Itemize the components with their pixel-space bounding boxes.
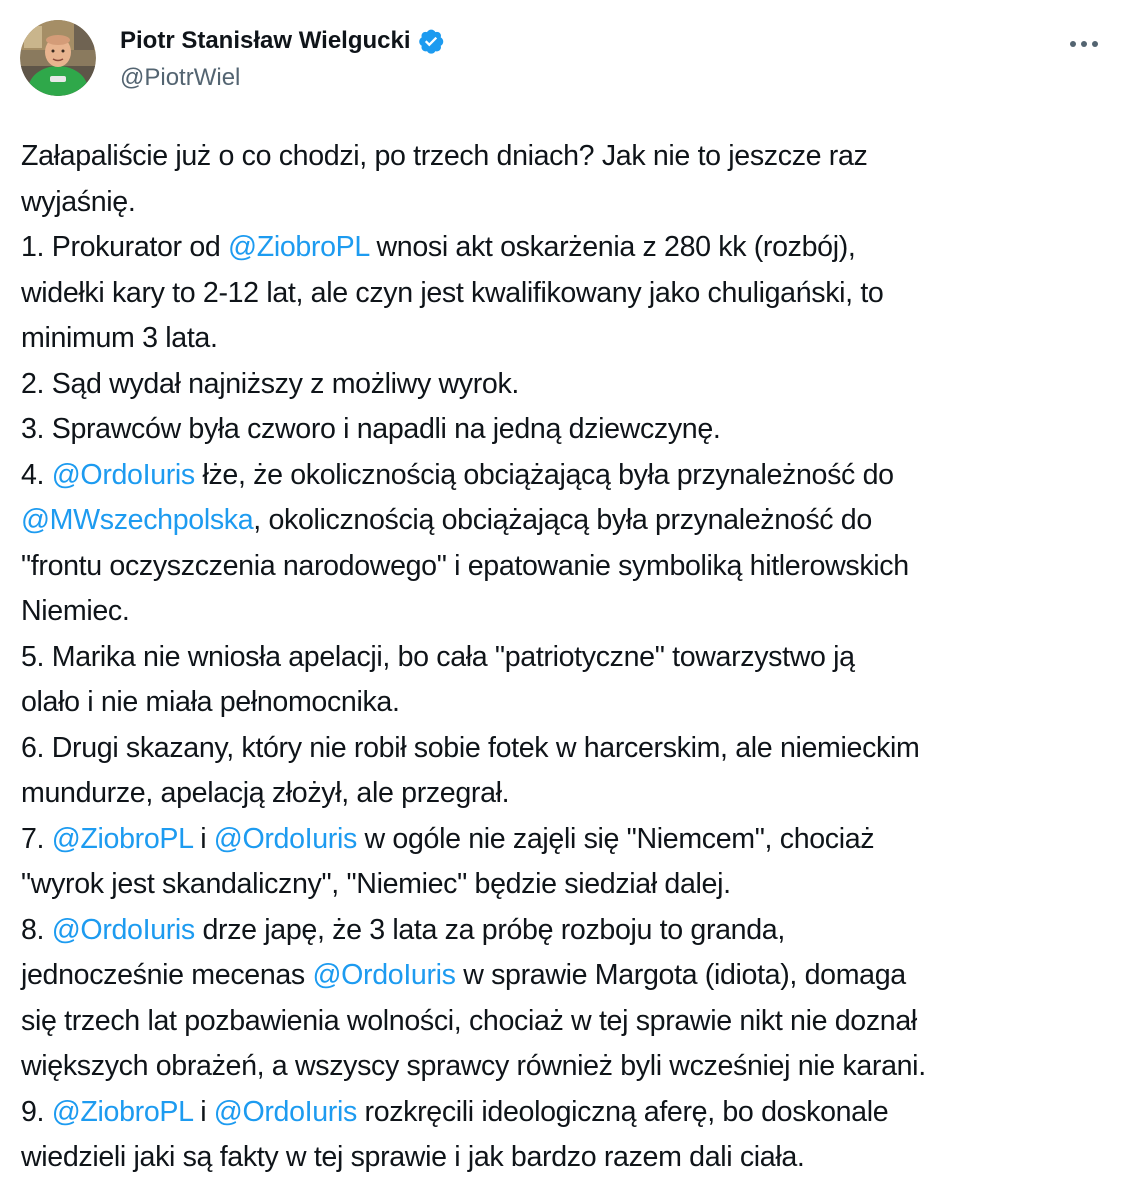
tweet-line <box>21 498 1111 544</box>
tweet-line <box>21 680 1111 726</box>
tweet-line <box>21 544 1111 590</box>
tweet-line <box>21 180 1111 226</box>
tweet-text-segment: 3. Sprawców była czworo i napadli na jedną dziewczynę. <box>21 413 721 445</box>
tweet-line <box>21 589 1111 635</box>
tweet-line <box>21 726 1111 772</box>
user-handle[interactable]: @PiotrWiel <box>120 64 241 91</box>
tweet-header <box>0 0 1122 110</box>
mention-link-mwszechpolska[interactable]: @MWszechpolska <box>21 504 254 536</box>
tweet-text-segment: olało i nie miała pełnomocnika. <box>21 686 400 718</box>
tweet-line <box>21 862 1111 908</box>
tweet-text-segment: "wyrok jest skandaliczny", "Niemiec" będzie siedział dalej. <box>21 868 731 900</box>
tweet-text-segment: 9. <box>21 1095 52 1128</box>
tweet-line <box>21 635 1111 681</box>
tweet-text-segment: wiedzieli jaki są fakty w tej sprawie i jak bardzo razem dali ciała. <box>21 1141 805 1173</box>
tweet-text-segment: w sprawie Margota (idiota), domaga <box>455 959 906 991</box>
tweet-text-segment: wyjaśnię. <box>21 185 136 218</box>
avatar[interactable] <box>20 20 96 96</box>
tweet-line <box>21 1135 1111 1181</box>
tweet-line <box>21 316 1111 362</box>
verified-badge-icon <box>417 27 445 55</box>
mention-link-ordoiuris[interactable]: @OrdoIuris <box>213 822 357 855</box>
tweet-text-segment: wnosi akt oskarżenia z 280 kk (rozbój), <box>368 231 856 263</box>
tweet-text-segment: Niemiec. <box>21 595 130 627</box>
tweet-text-segment: się trzech lat pozbawienia wolności, chociaż w tej sprawie nikt nie doznał <box>21 1004 917 1037</box>
tweet-line <box>21 953 1111 999</box>
tweet-line <box>21 1044 1111 1090</box>
display-name[interactable]: Piotr Stanisław Wielgucki <box>120 27 411 54</box>
mention-link-ziobropl[interactable]: @ZiobroPL <box>228 231 369 263</box>
tweet-line <box>21 1090 1111 1136</box>
tweet-text-segment: jednocześnie mecenas <box>21 959 313 991</box>
tweet-text-segment: mundurze, apelacją złożył, ale przegrał. <box>21 777 510 809</box>
tweet-line <box>21 453 1111 499</box>
tweet-line <box>21 908 1111 954</box>
tweet-line <box>21 407 1111 453</box>
mention-link-ordoiuris[interactable]: @OrdoIuris <box>51 458 195 491</box>
tweet-text-segment: 7. <box>21 822 52 855</box>
name-row <box>120 24 445 58</box>
mention-link-ziobropl[interactable]: @ZiobroPL <box>51 1095 193 1128</box>
tweet-text-segment: drze japę, że 3 lata za próbę rozboju to granda, <box>194 913 785 946</box>
tweet-text <box>21 134 1111 1181</box>
tweet-line <box>21 271 1111 317</box>
mention-link-ordoiuris[interactable]: @OrdoIuris <box>213 1095 357 1128</box>
tweet-text-segment: minimum 3 lata. <box>21 322 218 354</box>
profile-photo-icon <box>20 20 96 96</box>
tweet-line <box>21 134 1111 180</box>
tweet-text-segment: i <box>192 1095 214 1128</box>
tweet-text-segment: rozkręcili ideologiczną aferę, bo doskonale <box>356 1095 889 1128</box>
tweet-text-segment: w ogóle nie zajęli się "Niemcem", chociaż <box>356 822 875 855</box>
tweet-text-segment: "frontu oczyszczenia narodowego" i epatowanie symboliką hitlerowskich <box>21 549 909 582</box>
tweet-text-segment: 6. Drugi skazany, który nie robił sobie fotek w harcerskim, ale niemieckim <box>21 731 920 764</box>
tweet-text-segment: Załapaliście już o co chodzi, po trzech dniach? Jak nie to jeszcze raz <box>21 140 868 172</box>
tweet-line <box>21 362 1111 408</box>
tweet-text-segment: większych obrażeń, a wszyscy sprawcy również byli wcześniej nie karani. <box>21 1050 926 1082</box>
tweet-line <box>21 999 1111 1045</box>
tweet-line <box>21 225 1111 271</box>
tweet-text-segment: 8. <box>21 913 52 946</box>
tweet-line <box>21 771 1111 817</box>
tweet-text-segment: 4. <box>21 458 52 491</box>
tweet-text-segment: widełki kary to 2-12 lat, ale czyn jest kwalifikowany jako chuligański, to <box>21 276 884 309</box>
mention-link-ordoiuris[interactable]: @OrdoIuris <box>51 913 195 946</box>
tweet-text-segment: 5. Marika nie wniosła apelacji, bo cała "patriotyczne" towarzystwo ją <box>21 640 855 673</box>
mention-link-ordoiuris[interactable]: @OrdoIuris <box>312 959 456 991</box>
tweet-line <box>21 817 1111 863</box>
tweet-text-segment: 1. Prokurator od <box>21 231 229 263</box>
more-dots-icon <box>1069 40 1099 48</box>
mention-link-ziobropl[interactable]: @ZiobroPL <box>51 822 193 855</box>
tweet-text-segment: łże, że okolicznością obciążającą była przynależność do <box>194 458 894 491</box>
tweet-text-segment: i <box>192 822 214 855</box>
tweet-text-segment: , okolicznością obciążającą była przynależność do <box>253 504 872 536</box>
more-options-button[interactable] <box>1062 26 1106 62</box>
tweet-text-segment: 2. Sąd wydał najniższy z możliwy wyrok. <box>21 367 520 400</box>
